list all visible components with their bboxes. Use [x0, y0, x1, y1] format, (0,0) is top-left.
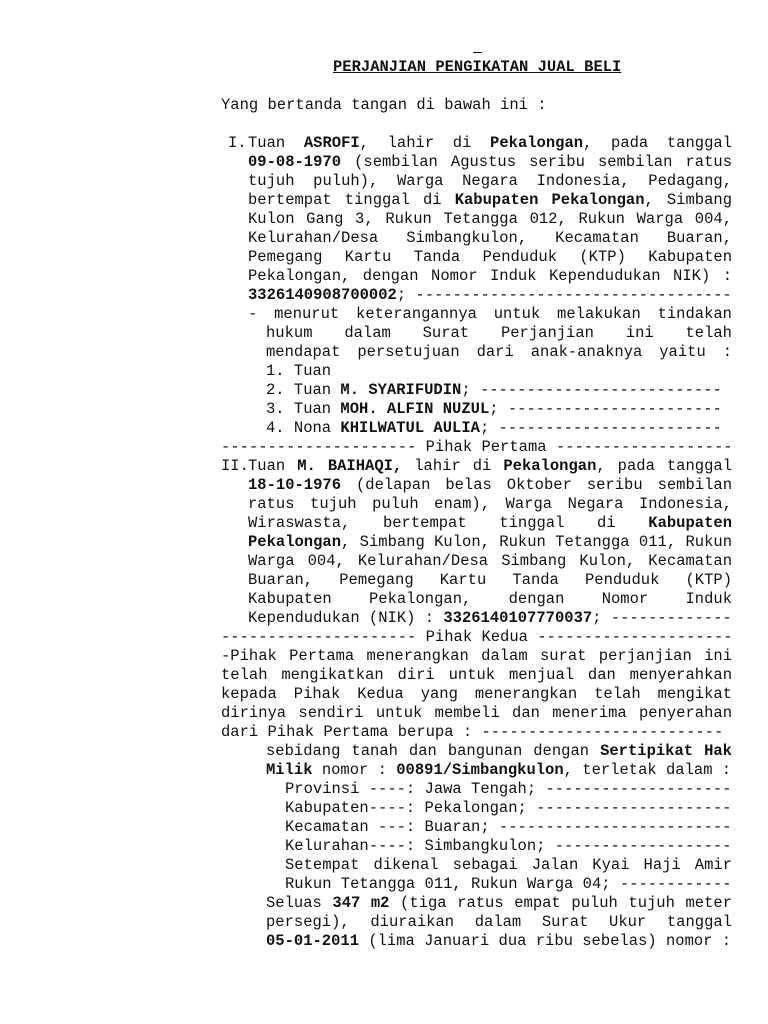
party1-line: tujuh puluh), Warga Negara Indonesia, Pedagang, [248, 172, 732, 190]
consent-line: mendapat persetujuan dari anak-anaknya yaitu : [266, 343, 732, 361]
party2-nik-line: Kependudukan (NIK) : 3326140107770037; ------------- [248, 609, 732, 627]
statement-line: dari Pihak Pertama berupa : -------------------------- [221, 723, 724, 741]
child-item: 3. Tuan MOH. ALFIN NUZUL; ----------------------- [266, 400, 722, 418]
party1-line: Pekalongan, dengan Nomor Induk Kependudukan NIK) : [248, 267, 732, 285]
area-line: persegi), diuraikan dalam Surat Ukur tanggal [266, 913, 732, 931]
party1-number: I. [228, 134, 247, 152]
object-line: sebidang tanah dan bangunan dengan Sertipikat Hak [266, 742, 732, 760]
consent-line: - menurut keterangannya untuk melakukan tindakan [248, 305, 732, 323]
party1-label: --------------------- Pihak Pertama ------------------- [221, 438, 733, 456]
statement-line: -Pihak Pertama menerangkan dalam surat perjanjian ini [221, 647, 732, 665]
child-item: 1. Tuan [266, 362, 332, 380]
location-line: Kelurahan----: Simbangkulon; ------------------- [285, 837, 732, 855]
statement-line: telah mengikatkan diri untuk menjual dan menyerahkan [221, 666, 732, 684]
header-mark [473, 52, 482, 53]
party1-line: 09-08-1970 (sembilan Agustus seribu sembilan ratus [248, 153, 732, 171]
location-line: Kabupaten----: Pekalongan; --------------------- [285, 799, 732, 817]
child-item: 4. Nona KHILWATUL AULIA; ------------------------ [266, 419, 722, 437]
party1-line: bertempat tinggal di Kabupaten Pekalongan, Simbang [248, 191, 732, 209]
party2-line: Tuan M. BAIHAQI, lahir di Pekalongan, pada tanggal [248, 457, 732, 475]
location-line: Kecamatan ---: Buaran; ------------------------- [285, 818, 732, 836]
party2-number: II. [221, 457, 249, 475]
party2-line: Pekalongan, Simbang Kulon, Rukun Tetangga 011, Rukun [248, 533, 732, 551]
party1-line: Kulon Gang 3, Rukun Tetangga 012, Rukun Warga 004, [248, 210, 732, 228]
location-line: Provinsi ----: Jawa Tengah; -------------------- [285, 780, 732, 798]
location-line: Rukun Tetangga 011, Rukun Warga 04; ------------ [285, 875, 732, 893]
party2-line: Wiraswasta, bertempat tinggal di Kabupaten [248, 514, 732, 532]
party2-line: ratus tujuh puluh enam), Warga Negara Indonesia, [248, 495, 732, 513]
party2-line: Warga 004, Kelurahan/Desa Simbang Kulon, Kecamatan [248, 552, 732, 570]
party2-line: Kabupaten Pekalongan, dengan Nomor Induk [248, 590, 732, 608]
party2-line: 18-10-1976 (delapan belas Oktober seribu sembilan [248, 476, 732, 494]
party1-line: Pemegang Kartu Tanda Penduduk (KTP) Kabupaten [248, 248, 732, 266]
party1-line: Kelurahan/Desa Simbangkulon, Kecamatan Buaran, [248, 229, 732, 247]
party1-nik-line: 3326140908700002; ---------------------------------- [248, 286, 732, 304]
party1-line: Tuan ASROFI, lahir di Pekalongan, pada tanggal [248, 134, 732, 152]
statement-line: dirinya sendiri untuk membeli dan menerima penyerahan [221, 704, 732, 722]
intro-text: Yang bertanda tangan di bawah ini : [221, 96, 547, 114]
consent-line: hukum dalam Surat Perjanjian ini telah [266, 324, 732, 342]
statement-line: kepada Pihak Kedua yang menerangkan telah mengikat [221, 685, 732, 703]
object-line: Milik nomor : 00891/Simbangkulon, terletak dalam : [266, 761, 732, 779]
child-item: 2. Tuan M. SYARIFUDIN; -------------------------- [266, 381, 722, 399]
area-line: 05-01-2011 (lima Januari dua ribu sebelas) nomor : [266, 932, 732, 950]
party2-line: Buaran, Pemegang Kartu Tanda Penduduk (KTP) [248, 571, 732, 589]
area-line: Seluas 347 m2 (tiga ratus empat puluh tujuh meter [266, 894, 732, 912]
party2-label: --------------------- Pihak Kedua --------------------- [221, 628, 733, 646]
document-title: PERJANJIAN PENGIKATAN JUAL BELI [333, 58, 622, 76]
location-line: Setempat dikenal sebagai Jalan Kyai Haji Amir [285, 856, 732, 874]
